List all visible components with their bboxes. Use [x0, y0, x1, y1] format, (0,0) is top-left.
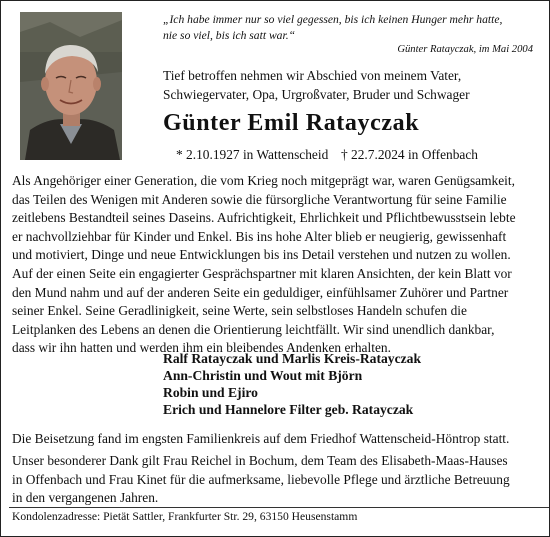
mourners-list — [163, 350, 421, 418]
condolence-address: Kondolenzadresse: Pietät Sattler, Frankfurter Str. 29, 63150 Heusenstamm — [12, 510, 358, 523]
tribute-line: seiner Enkel. Seine Geradlinigkeit, seine Werte, sein selbstloses Handeln schufen die — [12, 303, 467, 319]
tribute-line: und motiviert, Dinge und neue Entwicklungen bis ins Detail verstehen und nutzen zu wollen. — [12, 247, 511, 263]
quote-attribution: Günter Ratayczak, im Mai 2004 — [397, 44, 533, 55]
mourner-entry: Ann-Christin und Wout mit Björn — [163, 368, 363, 383]
mourner-entry: Erich und Hannelore Filter geb. Ratayczak — [163, 402, 414, 417]
tribute-line: Leitplanken des Lebens an denen die Orientierung leichtfällt. Wir sind unendlich dankbar, — [12, 321, 495, 337]
tribute-line: er nachvollziehbar für Kinder und Enkel. Bis ins hohe Alter blieb er neugierig, gewissenhaft — [12, 228, 507, 244]
thanks-paragraph — [12, 452, 542, 508]
intro-line: Schwiegervater, Opa, Urgroßvater, Bruder und Schwager — [163, 86, 470, 102]
deceased-name: Günter Emil Ratayczak — [163, 110, 420, 136]
quote-line: nie so viel, bis ich satt war.“ — [163, 29, 296, 42]
footer-divider — [9, 507, 549, 508]
tribute-line: dass wir ihn hatten und werden ihm ein bleibendes Andenken erhalten. — [12, 340, 391, 356]
portrait-illustration — [20, 12, 122, 160]
intro-line: Tief betroffen nehmen wir Abschied von meinem Vater, — [163, 68, 462, 83]
tribute-line: Auf der einen Seite ein engagierter Gesprächspartner mit klaren Ansichten, der kein Blatt vor — [12, 265, 512, 281]
thanks-line: Unser besonderer Dank gilt Frau Reichel in Bochum, dem Team des Elisabeth-Maas-Hauses — [12, 453, 508, 468]
tribute-line: Als Angehöriger einer Generation, die vom Krieg noch mitgeprägt war, waren Genügsamkeit, — [12, 173, 515, 188]
tribute-line: das Teilen des Wenigen mit Anderen sowie die fürsorgliche Verantwortung für seine Familie — [12, 191, 507, 207]
mourner-entry: Ralf Ratayczak und Marlis Kreis-Ratayczak — [163, 351, 422, 366]
intro-text — [163, 67, 543, 104]
burial-note: Die Beisetzung fand im engsten Familienkreis auf dem Friedhof Wattenscheid-Höntrop statt. — [12, 431, 510, 446]
birth-date: * 2.10.1927 in Wattenscheid — [176, 147, 329, 162]
death-date: † 22.7.2024 in Offenbach — [341, 147, 478, 162]
thanks-line: in Offenbach und Frau Kinet für die aufmerksame, liebevolle Pflege und ärztliche Betreuung — [12, 471, 510, 487]
portrait-photo — [20, 12, 122, 160]
life-dates — [176, 147, 478, 163]
mourner-entry: Robin und Ejiro — [163, 385, 258, 400]
quote-block — [163, 12, 533, 44]
quote-line: „Ich habe immer nur so viel gegessen, bis ich keinen Hunger mehr hatte, — [163, 13, 503, 26]
tribute-line: zeitlebens Bestandteil seines Daseins. Aufrichtigkeit, Ehrlichkeit und Pflichtbewusstsein lebte — [12, 210, 516, 226]
tribute-line: den Mund nahm und auf der anderen Seite ein geduldiger, einfühlsamer Zuhörer und Partner — [12, 284, 509, 300]
thanks-line: in den vergangenen Jahren. — [12, 490, 159, 506]
tribute-paragraph — [12, 172, 542, 358]
